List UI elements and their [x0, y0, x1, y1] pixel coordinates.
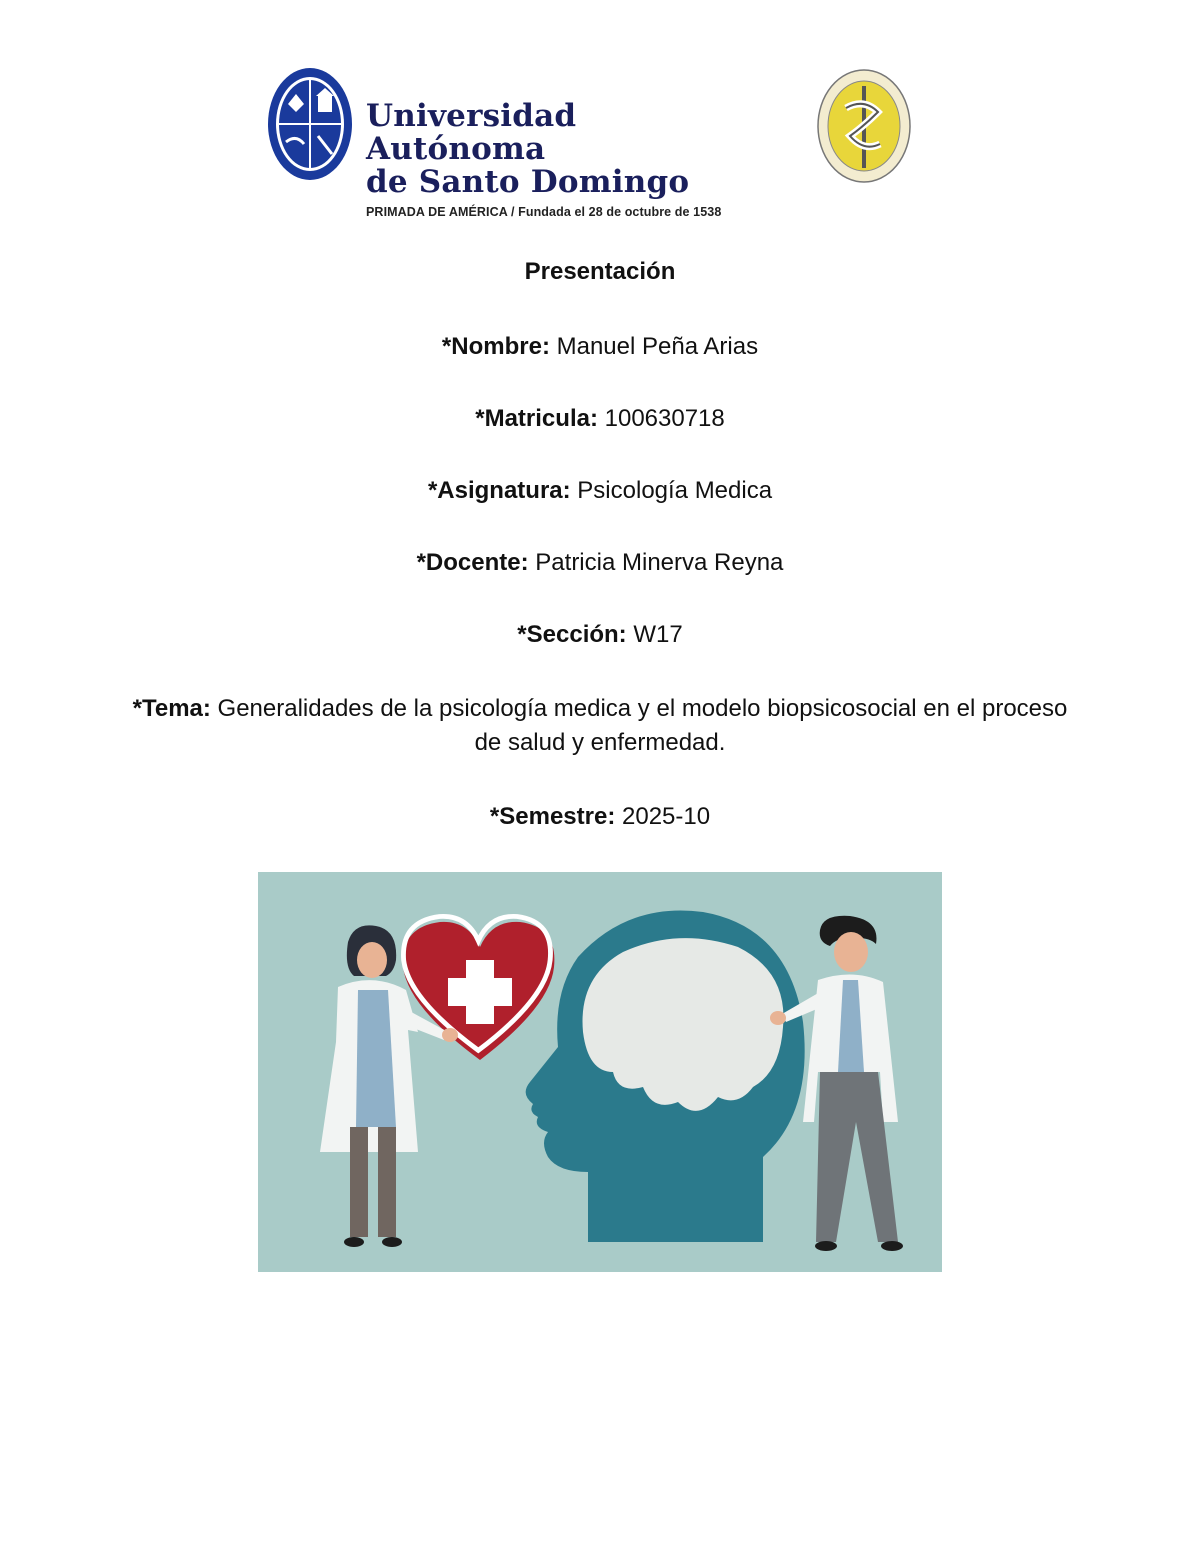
field-label: *Matricula: — [475, 405, 598, 432]
field-semestre — [0, 800, 1200, 834]
field-label: *Tema: — [132, 695, 211, 722]
field-label: *Semestre: — [489, 803, 616, 830]
presentation-content — [0, 250, 1200, 830]
field-value: 100630718 — [597, 405, 725, 432]
field-value: Psicología Medica — [570, 477, 773, 504]
field-value: Generalidades de la psicología medica y el modelo biopsicosocial en el proceso de salud y enfermedad. — [210, 695, 1068, 756]
field-value: Manuel Peña Arias — [549, 333, 759, 360]
field-value: W17 — [626, 621, 683, 648]
page-title: Presentación — [524, 258, 676, 285]
field-value: Patricia Minerva Reyna — [528, 549, 784, 576]
field-tema — [130, 692, 1070, 760]
field-seccion — [0, 618, 1200, 652]
uasd-wordmark — [366, 100, 746, 219]
university-name-line2: de Santo Domingo — [366, 164, 690, 200]
faculty-seal-logo — [816, 68, 912, 184]
field-nombre — [0, 330, 1200, 364]
field-label: *Docente: — [416, 549, 529, 576]
field-asignatura — [0, 474, 1200, 508]
field-matricula — [0, 402, 1200, 436]
biopsychosocial-illustration — [258, 872, 942, 1272]
uasd-seal-logo — [266, 64, 354, 184]
university-name-line1: Universidad Autónoma — [366, 98, 577, 167]
university-tagline: PRIMADA DE AMÉRICA / Fundada el 28 de octubre de 1538 — [366, 205, 722, 219]
field-docente — [0, 546, 1200, 580]
field-label: *Sección: — [517, 621, 627, 648]
field-label: *Nombre: — [441, 333, 550, 360]
field-label: *Asignatura: — [427, 477, 571, 504]
field-value: 2025-10 — [615, 803, 711, 830]
document-header — [0, 0, 1200, 219]
